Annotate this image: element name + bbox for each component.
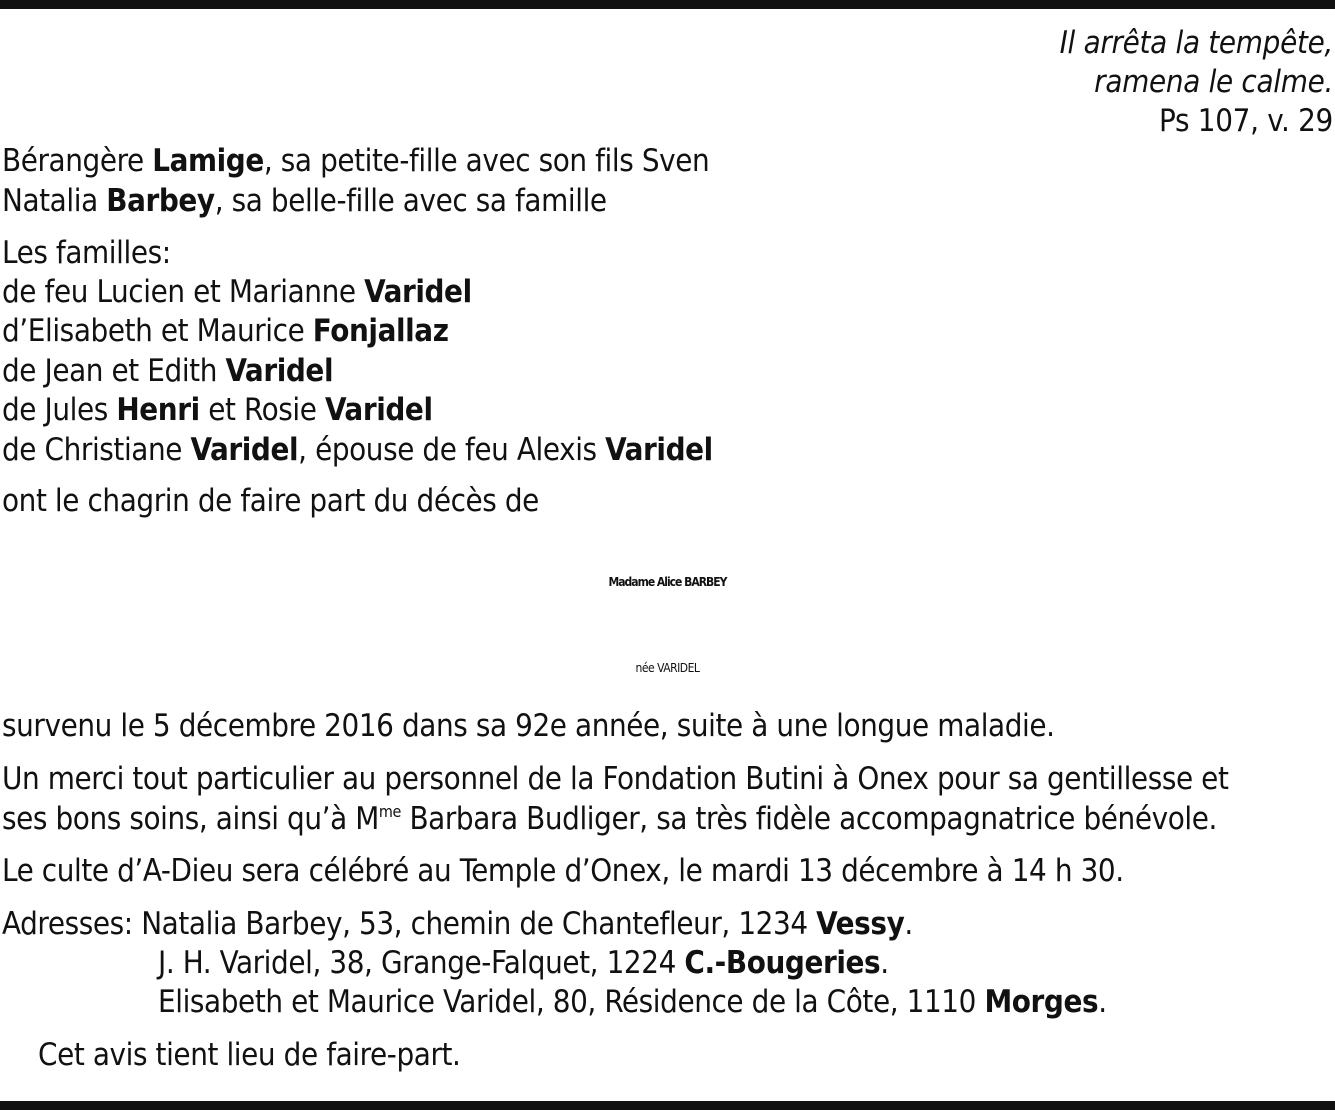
family-5: de Christiane Varidel, épouse de feu Alexis Varidel — [2, 432, 713, 468]
epigraph-line-2: ramena le calme. — [1094, 64, 1333, 100]
thanks-line-2: ses bons soins, ainsi qu’à $M^{me}$ Barbara Budliger, sa très fidèle accompagnatrice bénévole. — [2, 801, 1217, 837]
mourner-1: Bérangère Lamige, sa petite-fille avec son fils Sven — [2, 143, 710, 179]
bottom-rule — [0, 1101, 1335, 1110]
announcement-text: ont le chagrin de faire part du décès de — [2, 483, 539, 519]
deceased-name: Madame Alice BARBEY — [608, 575, 727, 589]
top-rule — [0, 0, 1335, 9]
address-2: J. H. Varidel, 38, Grange-Falquet, 1224 C.-Bougeries. — [158, 945, 889, 981]
addresses-label: Adresses: — [2, 906, 142, 942]
epigraph-reference: Ps 107, v. 29 — [1159, 103, 1333, 139]
thanks-line-1: Un merci tout particulier au personnel de la Fondation Butini à Onex pour sa gentillesse et — [2, 761, 1229, 797]
address-1: Adresses: Natalia Barbey, 53, chemin de Chantefleur, 1234 Vessy. — [2, 906, 913, 942]
address-3: Elisabeth et Maurice Varidel, 80, Résidence de la Côte, 1110 Morges. — [158, 984, 1107, 1020]
family-2: d’Elisabeth et Maurice Fonjallaz — [2, 313, 449, 349]
family-3: de Jean et Edith Varidel — [2, 353, 334, 389]
mourner-2: Natalia Barbey, sa belle-fille avec sa famille — [2, 183, 607, 219]
epigraph-line-1: Il arrêta la tempête, — [1059, 25, 1333, 61]
families-heading: Les familles: — [2, 235, 171, 271]
deceased-maiden-name: née VARIDEL — [635, 661, 700, 675]
family-4: de Jules Henri et Rosie Varidel — [2, 392, 433, 428]
footer-note: Cet avis tient lieu de faire-part. — [38, 1037, 461, 1073]
death-line: survenu le 5 décembre 2016 dans sa 92e année, suite à une longue maladie. — [2, 708, 1055, 744]
family-1: de feu Lucien et Marianne Varidel — [2, 274, 472, 310]
service-line: Le culte d’A-Dieu sera célébré au Temple d’Onex, le mardi 13 décembre à 14 h 30. — [2, 853, 1124, 889]
